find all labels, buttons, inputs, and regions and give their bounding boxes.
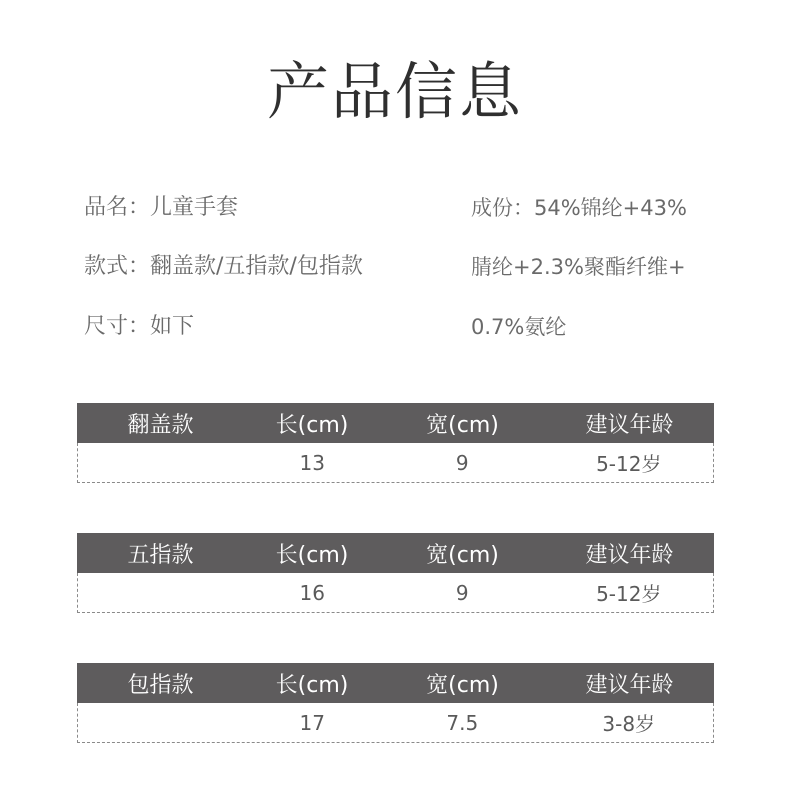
header-width: 宽(cm)	[426, 672, 499, 698]
table-row	[77, 443, 714, 483]
composition-line-1: 成份：54%锦纶+43%	[471, 196, 687, 220]
table-header	[77, 533, 714, 573]
product-name: 品名：儿童手套	[84, 195, 239, 220]
cell-width: 7.5	[446, 710, 479, 735]
cell-age: 5-12岁	[596, 582, 662, 606]
cell-width: 9	[455, 580, 469, 605]
header-length: 长(cm)	[275, 412, 349, 438]
spec-table-flip	[77, 403, 714, 483]
spec-table-five-finger	[77, 533, 714, 613]
composition-line-3: 0.7%氨纶	[471, 315, 567, 339]
cell-width: 9	[455, 450, 469, 475]
header-age: 建议年龄	[585, 412, 674, 438]
cell-length: 16	[299, 580, 325, 605]
table-row	[77, 573, 714, 613]
cell-age: 5-12岁	[596, 452, 662, 476]
header-width: 宽(cm)	[426, 542, 499, 568]
header-width: 宽(cm)	[426, 412, 499, 438]
spec-table-wrap-finger	[77, 663, 714, 743]
header-length: 长(cm)	[275, 672, 349, 698]
product-size: 尺寸：如下	[84, 314, 195, 339]
table-header	[77, 403, 714, 443]
table-row	[77, 703, 714, 743]
composition-line-2: 腈纶+2.3%聚酯纤维+	[471, 255, 686, 279]
header-style: 翻盖款	[127, 412, 194, 438]
header-age: 建议年龄	[585, 672, 674, 698]
page-title: 产品信息	[266, 55, 523, 128]
header-length: 长(cm)	[275, 542, 349, 568]
cell-age: 3-8岁	[602, 712, 656, 736]
cell-length: 13	[299, 450, 325, 475]
table-header	[77, 663, 714, 703]
cell-length: 17	[299, 710, 325, 735]
header-age: 建议年龄	[585, 542, 674, 568]
header-style: 五指款	[127, 542, 194, 568]
header-style: 包指款	[127, 672, 194, 698]
product-style: 款式：翻盖款/五指款/包指款	[84, 254, 363, 279]
